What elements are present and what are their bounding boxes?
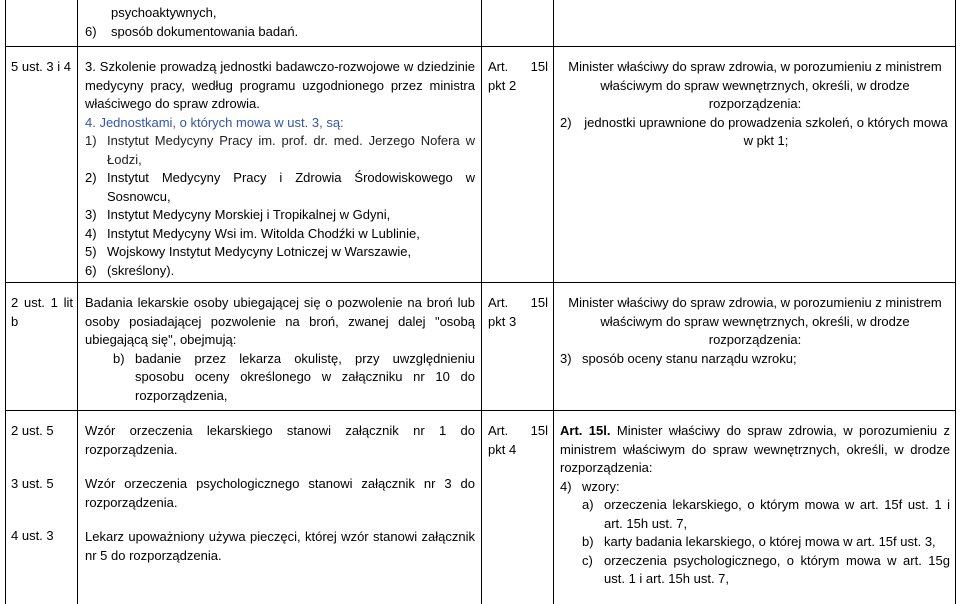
row3-law-sub-a-text: orzeczenia lekarskiego, o którym mowa w art. 15f ust. 1 i art. 15h ust. 7, bbox=[604, 497, 950, 531]
row1-item-5-text: Wojskowy Instytut Medycyny Lotniczej w Warszawie, bbox=[107, 244, 412, 259]
row1-item-3-num: 3) bbox=[85, 207, 97, 222]
row1-law-item bbox=[560, 114, 950, 151]
row3-description-cell bbox=[85, 422, 475, 565]
row2-reference: 2 ust. 1 lit b bbox=[11, 295, 73, 329]
row3-reference-cell bbox=[11, 422, 73, 546]
row1-item-1 bbox=[85, 132, 475, 169]
table-divider-2 bbox=[481, 0, 482, 604]
row-divider-1 bbox=[5, 46, 955, 47]
row3-law-sub-a-num: a) bbox=[582, 497, 594, 512]
row3-reference-b: 3 ust. 5 bbox=[11, 475, 54, 491]
row0-item-6-num: 6) bbox=[85, 23, 97, 39]
row1-item-1-num: 1) bbox=[85, 133, 97, 148]
row2-intro: Badania lekarskie osoby ubiegającej się o pozwolenie na broń lub osoby posiadającej pozwolenie na broń, zwanej dalej "osobą ubiegającą się", obejmują: bbox=[85, 295, 475, 347]
row-divider-2 bbox=[5, 282, 955, 283]
row2-law-intro: Minister właściwy do spraw zdrowia, w porozumieniu z ministrem właściwym do spraw wewnętrznych, określi, w drodze rozporządzenia: bbox=[568, 295, 942, 347]
row2-law-item-num: 3) bbox=[560, 350, 572, 366]
row1-reference-cell bbox=[11, 58, 73, 77]
row2-law-item-text: sposób oceny stanu narządu wzroku; bbox=[582, 350, 797, 366]
row3-law-sub-a bbox=[560, 496, 950, 533]
table-divider-1 bbox=[77, 0, 78, 604]
row1-item-6-text: (skreślony). bbox=[107, 262, 175, 278]
row2-description-cell bbox=[85, 294, 475, 405]
row1-description-cell bbox=[85, 58, 475, 280]
row1-paragraph-4: 4. Jednostkami, o których mowa w ust. 3, są: bbox=[85, 114, 344, 130]
row1-paragraph-3: 3. Szkolenie prowadzą jednostki badawczo-rozwojowe w dziedzinie medycyny pracy, według programu uzgodnionego przez ministra właściwego do spraw zdrowia. bbox=[85, 59, 475, 111]
row1-item-6 bbox=[85, 262, 475, 281]
row1-law-cell bbox=[560, 58, 950, 151]
row3-reference-c: 4 ust. 3 bbox=[11, 528, 54, 543]
row1-item-2 bbox=[85, 169, 475, 206]
row1-item-4-text: Instytut Medycyny Wsi im. Witolda Chodźki w Lublinie, bbox=[107, 225, 420, 241]
row2-article-cell bbox=[488, 294, 548, 331]
row3-law-article-bold: Art. 15l. bbox=[560, 423, 611, 438]
row3-article: Art. 15l pkt 4 bbox=[488, 423, 548, 457]
row1-article-cell bbox=[488, 58, 548, 95]
row1-item-1-text: Instytut Medycyny Pracy im. prof. dr. med. Jerzego Nofera w Łodzi, bbox=[107, 133, 475, 167]
row0-line1: psychoaktywnych, bbox=[111, 5, 217, 20]
row3-law-sub-b bbox=[560, 533, 950, 552]
row3-law-cell bbox=[560, 422, 950, 589]
row1-item-5-num: 5) bbox=[85, 244, 97, 259]
row3-reference-a: 2 ust. 5 bbox=[11, 423, 54, 438]
table-border-right bbox=[955, 0, 956, 604]
row0-item-6-text: sposób dokumentowania badań. bbox=[111, 23, 299, 39]
row1-article: Art. 15l pkt 2 bbox=[488, 59, 548, 93]
row0-item-6 bbox=[85, 23, 475, 42]
row0-description-cell bbox=[85, 4, 475, 41]
row2-law-cell bbox=[560, 294, 950, 368]
row1-item-2-text: Instytut Medycyny Pracy i Zdrowia Środowiskowego w Sosnowcu, bbox=[107, 170, 475, 204]
row3-paragraph-3: Lekarz upoważniony używa pieczęci, której wzór stanowi załącznik nr 5 do rozporządzenia. bbox=[85, 529, 475, 563]
row3-law-intro-text: Minister właściwy do spraw zdrowia, w porozumieniu z ministrem właściwym do spraw wewnętrznych, określi, w drodze rozporządzenia: bbox=[560, 423, 950, 475]
row2-item-b-text: badanie przez lekarza okulistę, przy uwzględnieniu sposobu oceny określonego w załączniku nr 10 do rozporządzenia, bbox=[135, 350, 475, 403]
row2-law-item bbox=[560, 350, 950, 369]
row-divider-3 bbox=[5, 410, 955, 411]
row2-article: Art. 15l pkt 3 bbox=[488, 295, 548, 329]
row3-law-item-text: wzory: bbox=[582, 478, 620, 494]
row2-reference-cell bbox=[11, 294, 73, 331]
table-border-left bbox=[5, 0, 6, 604]
row3-paragraph-2: Wzór orzeczenia psychologicznego stanowi załącznik nr 3 do rozporządzenia. bbox=[85, 476, 475, 510]
row3-law-sub-b-num: b) bbox=[582, 534, 594, 549]
row3-paragraph-1: Wzór orzeczenia lekarskiego stanowi załącznik nr 1 do rozporządzenia. bbox=[85, 423, 475, 457]
row1-item-3-text: Instytut Medycyny Morskiej i Tropikalnej w Gdyni, bbox=[107, 207, 391, 222]
row3-law-item bbox=[560, 478, 950, 497]
row2-item-b bbox=[85, 350, 475, 406]
row3-law-sub-c bbox=[560, 552, 950, 589]
table-divider-3 bbox=[553, 0, 554, 604]
row1-reference: 5 ust. 3 i 4 bbox=[11, 59, 71, 74]
row2-item-b-num: b) bbox=[113, 350, 125, 366]
row3-law-sub-c-num: c) bbox=[582, 552, 593, 568]
row1-item-4-num: 4) bbox=[85, 225, 97, 241]
row1-item-6-num: 6) bbox=[85, 262, 97, 278]
row1-item-2-num: 2) bbox=[85, 170, 97, 185]
row1-item-5 bbox=[85, 243, 475, 262]
row1-item-3 bbox=[85, 206, 475, 225]
row3-law-intro bbox=[560, 422, 950, 478]
row3-law-sub-c-text: orzeczenia psychologicznego, o którym mowa w art. 15g ust. 1 i art. 15h ust. 7, bbox=[604, 552, 950, 586]
row3-law-sub-b-text: karty badania lekarskiego, o której mowa w art. 15f ust. 3, bbox=[604, 534, 936, 549]
row1-law-intro: Minister właściwy do spraw zdrowia, w porozumieniu z ministrem właściwym do spraw wewnętrznych, określi, w drodze rozporządzenia: bbox=[568, 59, 942, 111]
row3-article-cell bbox=[488, 422, 548, 459]
row1-item-4 bbox=[85, 225, 475, 244]
row1-law-item-num: 2) bbox=[560, 114, 572, 130]
row3-law-item-num: 4) bbox=[560, 478, 572, 494]
row1-law-item-text: jednostki uprawnione do prowadzenia szkoleń, o których mowa w pkt 1; bbox=[584, 114, 948, 148]
